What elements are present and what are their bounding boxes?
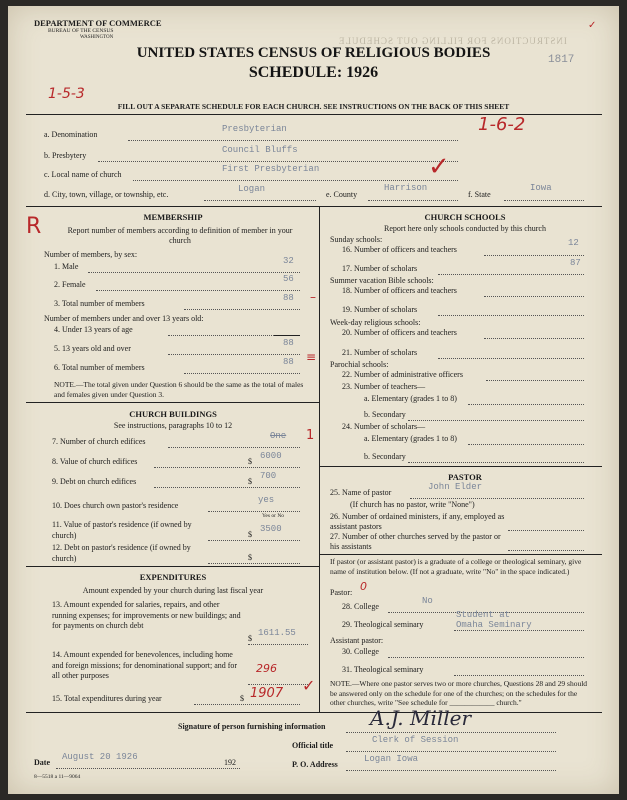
q24b-line (408, 462, 584, 463)
q15-value: 1907 (250, 686, 284, 701)
form-number: 1817 (548, 54, 575, 66)
q17-label: 17. Number of scholars (342, 264, 418, 273)
q25-label: 25. Name of pastor (330, 488, 392, 497)
edifice-debt-line (154, 487, 300, 488)
q30-line (388, 657, 584, 658)
edifice-value-label: 8. Value of church edifices (52, 457, 138, 466)
denomination-label: a. Denomination (44, 130, 98, 139)
q31-label: 31. Theological seminary (342, 665, 424, 674)
handwritten-r: R (26, 214, 42, 239)
bleed-through-text: INSTRUCTIONS FOR FILLING OUT SCHEDULE (338, 36, 567, 46)
q23-label: 23. Number of teachers— (342, 382, 426, 391)
column-divider (319, 206, 320, 712)
pastor-heading: PASTOR (448, 472, 482, 482)
edifices-line (168, 447, 300, 448)
separate-schedule-instruction: FILL OUT A SEPARATE SCHEDULE FOR EACH CHURCH. SEE INSTRUCTIONS ON THE BACK OF THIS SHEET (117, 102, 510, 111)
handwritten-code-left: 1-5-3 (48, 86, 85, 102)
bureau-city: WASHINGTON (80, 35, 114, 40)
date-label: Date (34, 758, 50, 767)
total-members-line (184, 309, 300, 310)
total-members-2-value: 88 (283, 357, 294, 367)
q25-line (410, 498, 584, 499)
own-residence-label: 10. Does church own pastor's residence (52, 501, 179, 510)
q15-dollar: $ (240, 694, 244, 703)
q16-value: 12 (568, 238, 579, 248)
q23a-label: a. Elementary (grades 1 to 8) (364, 394, 457, 403)
handwritten-code-right: 1-6-2 (478, 114, 526, 135)
signature-value: A.J. Miller (370, 706, 472, 730)
county-line (368, 200, 458, 201)
q24a-label: a. Elementary (grades 1 to 8) (364, 434, 457, 443)
signature-line (346, 732, 556, 733)
residence-debt-dollar: $ (248, 553, 252, 562)
male-line (88, 272, 300, 273)
corner-check-mark: ✓ (588, 20, 597, 31)
weekday-schools-label: Week-day religious schools: (330, 318, 421, 327)
parochial-schools-label: Parochial schools: (330, 360, 389, 369)
q16-line (484, 255, 584, 256)
red-check-mark: ✓ (428, 152, 450, 182)
city-label: d. City, town, village, or township, etc. (44, 190, 169, 199)
presbytery-line (98, 161, 458, 162)
presbytery-value: Council Bluffs (222, 145, 298, 155)
buildings-heading: CHURCH BUILDINGS (129, 409, 217, 419)
q28-value: No (422, 596, 433, 606)
under-13-dash (274, 335, 300, 336)
over-13-value: 88 (283, 338, 294, 348)
q16-label: 16. Number of officers and teachers (342, 245, 457, 254)
q19-label: 19. Number of scholars (342, 305, 418, 314)
residence-value-line (208, 540, 300, 541)
q29-line (454, 630, 584, 631)
male-label: 1. Male (54, 262, 79, 271)
presbytery-label: b. Presbytery (44, 151, 87, 160)
total-members-2-line (184, 373, 300, 374)
q20-label: 20. Number of officers and teachers (342, 328, 457, 337)
denomination-value: Presbyterian (222, 124, 287, 134)
q23b-line (408, 420, 584, 421)
under-13-label: 4. Under 13 years of age (54, 325, 133, 334)
city-value: Logan (238, 184, 266, 194)
po-address-line (346, 770, 556, 771)
county-value: Harrison (384, 183, 428, 193)
residence-debt-label: 12. Debt on pastor's residence (if owned by church) (52, 543, 191, 563)
q28-label: 28. College (342, 602, 379, 611)
q29-label: 29. Theological seminary (342, 620, 424, 629)
pastor-sub-label: Pastor: (330, 588, 353, 597)
q13-value: 1611.55 (258, 628, 296, 638)
over-13-line (168, 354, 300, 355)
total-members-value: 88 (283, 293, 294, 303)
state-line (504, 200, 584, 201)
residence-value-dollar: $ (248, 530, 252, 539)
pastor-red-mark: 0 (360, 580, 367, 593)
membership-heading: MEMBERSHIP (143, 212, 203, 222)
red-tick-q3: – (310, 290, 316, 304)
membership-rule (26, 402, 319, 403)
graduate-note: If pastor (or assistant pastor) is a graduate of a college or theological seminary, give name of institution below. (If not a graduate, write "No" in the space indicated.) (330, 557, 582, 576)
date-line (56, 768, 240, 769)
buildings-rule (26, 566, 319, 567)
q31-line (454, 675, 584, 676)
q24b-label: b. Secondary (364, 452, 406, 461)
official-title-label: Official title (292, 741, 334, 750)
residence-debt-line (208, 563, 300, 564)
q13-dollar: $ (248, 634, 252, 643)
q21-line (438, 358, 584, 359)
q18-line (484, 296, 584, 297)
edifice-value-amount: 6000 (260, 451, 282, 461)
census-schedule-page (8, 6, 619, 794)
q15-line (194, 704, 300, 705)
edifices-value: One (270, 431, 287, 441)
sunday-schools-label: Sunday schools: (330, 235, 383, 244)
q15-red-tick: ✓ (302, 676, 316, 695)
local-name-value: First Presbyterian (222, 164, 320, 174)
form-code: 8—5518 a 11—9064 (34, 774, 81, 780)
q29-value-line2: Omaha Seminary (456, 620, 532, 630)
q13-line (248, 644, 308, 645)
edifice-debt-label: 9. Debt on church edifices (52, 477, 137, 486)
summer-schools-label: Summer vacation Bible schools: (330, 276, 434, 285)
membership-note: NOTE.—The total given under Question 6 should be the same as the total of males and females given under Question 3. (54, 380, 304, 399)
q27-label: 27. Number of other churches served by the pastor or his assistants (330, 532, 501, 551)
members-by-sex-label: Number of members, by sex: (44, 250, 138, 259)
edifice-debt-dollar: $ (248, 477, 252, 486)
pastor-rule (319, 554, 602, 555)
q22-line (486, 380, 584, 381)
yes-no-hint: Yes or No (262, 513, 285, 519)
female-label: 2. Female (54, 280, 86, 289)
q23b-label: b. Secondary (364, 410, 406, 419)
residence-value-amount: 3500 (260, 524, 282, 534)
q24a-line (468, 444, 584, 445)
q26-label: 26. Number of ordained ministers, if any, employed as assistant pastors (330, 512, 505, 531)
signature-label: Signature of person furnishing information (178, 722, 326, 731)
edifice-value-dollar: $ (248, 457, 252, 466)
q27-line (508, 550, 584, 551)
q29-value-line1: Student at (456, 610, 511, 620)
q18-label: 18. Number of officers and teachers (342, 286, 457, 295)
city-line (204, 200, 316, 201)
male-value: 32 (283, 256, 294, 266)
bureau-name: BUREAU OF THE CENSUS (48, 28, 114, 34)
official-title-value: Clerk of Session (372, 735, 459, 745)
buildings-sub: See instructions, paragraphs 10 to 12 (113, 421, 233, 430)
footer-rule (26, 712, 602, 713)
q17-line (438, 274, 584, 275)
edifices-red-mark: 1 (306, 428, 315, 443)
pastor-note: NOTE.—Where one pastor serves two or more churches, Questions 28 and 29 should be answered only on the schedule for one of the churches; on the schedules for the other churches, write "See schedule for ____________ church." (330, 679, 588, 707)
age-label: Number of members under and over 13 years old: (44, 314, 204, 323)
own-residence-line (208, 511, 300, 512)
q14-line (248, 684, 308, 685)
identification-rule (26, 206, 602, 207)
q19-line (438, 315, 584, 316)
county-label: e. County (326, 190, 358, 199)
q22-label: 22. Number of administrative officers (342, 370, 463, 379)
expenditures-heading: EXPENDITURES (139, 572, 207, 582)
state-label: f. State (468, 190, 491, 199)
expenditures-sub: Amount expended by your church during last fiscal year (82, 586, 264, 595)
edifices-label: 7. Number of church edifices (52, 437, 146, 446)
edifice-debt-amount: 700 (260, 471, 277, 481)
edifice-value-line (154, 467, 300, 468)
local-name-label: c. Local name of church (44, 170, 122, 179)
own-residence-value: yes (258, 495, 275, 505)
state-value: Iowa (530, 183, 552, 193)
total-members-label: 3. Total number of members (54, 299, 145, 308)
q14-value: 296 (256, 662, 277, 675)
female-value: 56 (283, 274, 294, 284)
total-members-2-label: 6. Total number of members (54, 363, 145, 372)
q25-note: (If church has no pastor, write "None") (350, 500, 475, 509)
q23a-line (468, 404, 584, 405)
q30-label: 30. College (342, 647, 379, 656)
q20-line (484, 338, 584, 339)
membership-intro: Report number of members according to definition of member in your church (67, 226, 293, 245)
schools-sub: Report here only schools conducted by this church (384, 224, 546, 233)
po-address-label: P. O. Address (292, 760, 338, 769)
q13-label: 13. Amount expended for salaries, repairs, and other running expenses; for improvements or new buildings; and for payments on church debt (52, 600, 241, 630)
red-tick-q6: ≡ (306, 350, 317, 364)
q21-label: 21. Number of scholars (342, 348, 418, 357)
over-13-label: 5. 13 years old and over (54, 344, 131, 353)
q15-label: 15. Total expenditures during year (52, 694, 162, 703)
q25-value: John Elder (428, 482, 483, 492)
q14-label: 14. Amount expended for benevolences, including home and foreign missions; for denominational support; and for all other purposes (52, 650, 238, 680)
q17-value: 87 (570, 258, 581, 268)
date-suffix: 192 (224, 758, 236, 767)
schools-rule (319, 466, 602, 467)
local-name-line (133, 180, 458, 181)
schedule-title: SCHEDULE: 1926 (248, 64, 379, 81)
q26-line (508, 530, 584, 531)
assistant-pastor-label: Assistant pastor: (330, 636, 384, 645)
schools-heading: CHURCH SCHOOLS (424, 212, 506, 222)
residence-value-label: 11. Value of pastor's residence (if owned by church) (52, 520, 192, 540)
date-value: August 20 1926 (62, 752, 138, 762)
form-title: UNITED STATES CENSUS OF RELIGIOUS BODIES (136, 45, 491, 61)
official-title-line (346, 751, 556, 752)
department-name: DEPARTMENT OF COMMERCE (34, 18, 162, 28)
q24-label: 24. Number of scholars— (342, 422, 426, 431)
denomination-line (128, 140, 458, 141)
po-address-value: Logan Iowa (364, 754, 419, 764)
female-line (96, 290, 300, 291)
